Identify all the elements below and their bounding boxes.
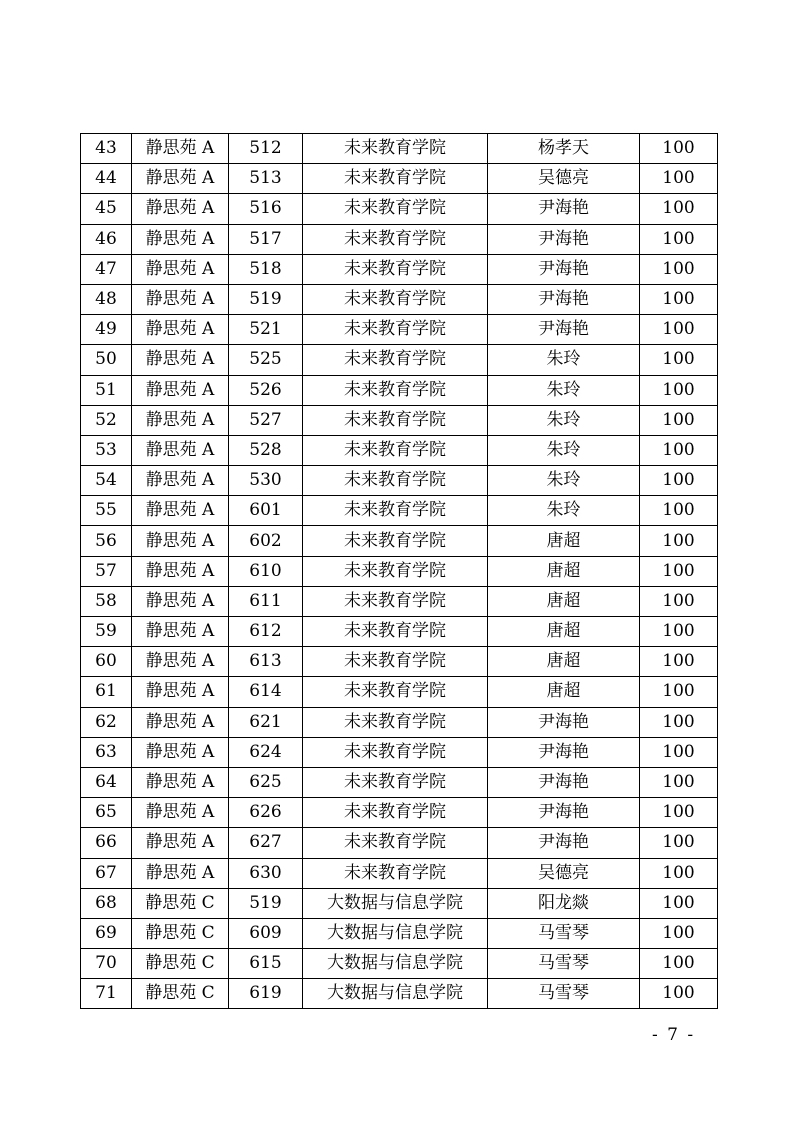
- score-cell: 100: [640, 617, 718, 647]
- college-cell: 未来教育学院: [303, 647, 488, 677]
- college-cell: 未来教育学院: [303, 284, 488, 314]
- table-row: [81, 405, 718, 435]
- score-cell: 100: [640, 526, 718, 556]
- room-number-cell: 602: [229, 526, 303, 556]
- row-index-cell: 43: [81, 134, 132, 164]
- building-cell: 静思苑 A: [132, 858, 229, 888]
- row-index-cell: 56: [81, 526, 132, 556]
- person-name-cell: 唐超: [488, 586, 640, 616]
- row-index-cell: 64: [81, 767, 132, 797]
- score-cell: 100: [640, 858, 718, 888]
- row-index-cell: 66: [81, 828, 132, 858]
- college-cell: 未来教育学院: [303, 435, 488, 465]
- college-cell: 未来教育学院: [303, 737, 488, 767]
- score-cell: 100: [640, 647, 718, 677]
- room-number-cell: 621: [229, 707, 303, 737]
- table-row: [81, 767, 718, 797]
- college-cell: 未来教育学院: [303, 224, 488, 254]
- score-cell: 100: [640, 315, 718, 345]
- room-number-cell: 619: [229, 979, 303, 1009]
- building-cell: 静思苑 A: [132, 345, 229, 375]
- room-number-cell: 624: [229, 737, 303, 767]
- building-cell: 静思苑 A: [132, 466, 229, 496]
- score-cell: 100: [640, 405, 718, 435]
- college-cell: 大数据与信息学院: [303, 888, 488, 918]
- building-cell: 静思苑 A: [132, 194, 229, 224]
- college-cell: 未来教育学院: [303, 345, 488, 375]
- building-cell: 静思苑 A: [132, 496, 229, 526]
- score-cell: 100: [640, 254, 718, 284]
- table-row: [81, 164, 718, 194]
- college-cell: 未来教育学院: [303, 798, 488, 828]
- score-cell: 100: [640, 556, 718, 586]
- room-number-cell: 615: [229, 949, 303, 979]
- college-cell: 未来教育学院: [303, 405, 488, 435]
- room-number-cell: 519: [229, 284, 303, 314]
- page-number: - 7 -: [652, 1025, 696, 1045]
- room-number-cell: 626: [229, 798, 303, 828]
- table-row: [81, 466, 718, 496]
- person-name-cell: 尹海艳: [488, 798, 640, 828]
- row-index-cell: 47: [81, 254, 132, 284]
- row-index-cell: 67: [81, 858, 132, 888]
- building-cell: 静思苑 A: [132, 435, 229, 465]
- person-name-cell: 尹海艳: [488, 194, 640, 224]
- room-number-cell: 521: [229, 315, 303, 345]
- person-name-cell: 吴德亮: [488, 164, 640, 194]
- table-row: [81, 949, 718, 979]
- person-name-cell: 马雪琴: [488, 979, 640, 1009]
- room-number-cell: 530: [229, 466, 303, 496]
- college-cell: 未来教育学院: [303, 496, 488, 526]
- person-name-cell: 尹海艳: [488, 254, 640, 284]
- room-number-cell: 513: [229, 164, 303, 194]
- building-cell: 静思苑 A: [132, 254, 229, 284]
- room-number-cell: 630: [229, 858, 303, 888]
- table-row: [81, 345, 718, 375]
- college-cell: 未来教育学院: [303, 134, 488, 164]
- person-name-cell: 朱玲: [488, 466, 640, 496]
- room-number-cell: 525: [229, 345, 303, 375]
- building-cell: 静思苑 A: [132, 677, 229, 707]
- building-cell: 静思苑 C: [132, 979, 229, 1009]
- person-name-cell: 马雪琴: [488, 949, 640, 979]
- row-index-cell: 46: [81, 224, 132, 254]
- college-cell: 未来教育学院: [303, 526, 488, 556]
- person-name-cell: 吴德亮: [488, 858, 640, 888]
- dormitory-score-table: [80, 133, 718, 1009]
- row-index-cell: 62: [81, 707, 132, 737]
- row-index-cell: 57: [81, 556, 132, 586]
- room-number-cell: 526: [229, 375, 303, 405]
- score-cell: 100: [640, 949, 718, 979]
- person-name-cell: 朱玲: [488, 405, 640, 435]
- room-number-cell: 517: [229, 224, 303, 254]
- row-index-cell: 63: [81, 737, 132, 767]
- row-index-cell: 53: [81, 435, 132, 465]
- room-number-cell: 613: [229, 647, 303, 677]
- score-cell: 100: [640, 375, 718, 405]
- building-cell: 静思苑 C: [132, 949, 229, 979]
- room-number-cell: 527: [229, 405, 303, 435]
- score-cell: 100: [640, 284, 718, 314]
- score-cell: 100: [640, 586, 718, 616]
- college-cell: 未来教育学院: [303, 707, 488, 737]
- college-cell: 未来教育学院: [303, 164, 488, 194]
- building-cell: 静思苑 A: [132, 767, 229, 797]
- person-name-cell: 朱玲: [488, 375, 640, 405]
- college-cell: 未来教育学院: [303, 254, 488, 284]
- row-index-cell: 70: [81, 949, 132, 979]
- score-cell: 100: [640, 224, 718, 254]
- college-cell: 未来教育学院: [303, 586, 488, 616]
- table-row: [81, 254, 718, 284]
- table-row: [81, 828, 718, 858]
- college-cell: 大数据与信息学院: [303, 979, 488, 1009]
- person-name-cell: 唐超: [488, 556, 640, 586]
- row-index-cell: 60: [81, 647, 132, 677]
- table-row: [81, 858, 718, 888]
- person-name-cell: 尹海艳: [488, 224, 640, 254]
- college-cell: 未来教育学院: [303, 466, 488, 496]
- person-name-cell: 尹海艳: [488, 828, 640, 858]
- room-number-cell: 625: [229, 767, 303, 797]
- score-cell: 100: [640, 918, 718, 948]
- score-cell: 100: [640, 737, 718, 767]
- room-number-cell: 601: [229, 496, 303, 526]
- room-number-cell: 610: [229, 556, 303, 586]
- college-cell: 未来教育学院: [303, 315, 488, 345]
- table-body: [81, 134, 718, 1009]
- building-cell: 静思苑 A: [132, 586, 229, 616]
- building-cell: 静思苑 A: [132, 405, 229, 435]
- building-cell: 静思苑 A: [132, 526, 229, 556]
- college-cell: 未来教育学院: [303, 194, 488, 224]
- table-row: [81, 375, 718, 405]
- person-name-cell: 尹海艳: [488, 737, 640, 767]
- row-index-cell: 44: [81, 164, 132, 194]
- row-index-cell: 49: [81, 315, 132, 345]
- table-row: [81, 134, 718, 164]
- building-cell: 静思苑 A: [132, 315, 229, 345]
- person-name-cell: 唐超: [488, 647, 640, 677]
- score-cell: 100: [640, 466, 718, 496]
- table-row: [81, 224, 718, 254]
- room-number-cell: 518: [229, 254, 303, 284]
- table-row: [81, 647, 718, 677]
- college-cell: 未来教育学院: [303, 858, 488, 888]
- person-name-cell: 杨孝天: [488, 134, 640, 164]
- person-name-cell: 朱玲: [488, 435, 640, 465]
- table-row: [81, 586, 718, 616]
- score-cell: 100: [640, 677, 718, 707]
- person-name-cell: 尹海艳: [488, 284, 640, 314]
- building-cell: 静思苑 C: [132, 918, 229, 948]
- person-name-cell: 尹海艳: [488, 707, 640, 737]
- building-cell: 静思苑 A: [132, 284, 229, 314]
- table-row: [81, 918, 718, 948]
- college-cell: 未来教育学院: [303, 617, 488, 647]
- score-cell: 100: [640, 496, 718, 526]
- row-index-cell: 50: [81, 345, 132, 375]
- table-row: [81, 979, 718, 1009]
- building-cell: 静思苑 C: [132, 888, 229, 918]
- college-cell: 大数据与信息学院: [303, 918, 488, 948]
- score-cell: 100: [640, 435, 718, 465]
- building-cell: 静思苑 A: [132, 224, 229, 254]
- person-name-cell: 尹海艳: [488, 767, 640, 797]
- building-cell: 静思苑 A: [132, 737, 229, 767]
- score-cell: 100: [640, 134, 718, 164]
- row-index-cell: 69: [81, 918, 132, 948]
- building-cell: 静思苑 A: [132, 707, 229, 737]
- table-row: [81, 194, 718, 224]
- person-name-cell: 朱玲: [488, 345, 640, 375]
- table-row: [81, 617, 718, 647]
- table-row: [81, 707, 718, 737]
- building-cell: 静思苑 A: [132, 828, 229, 858]
- room-number-cell: 612: [229, 617, 303, 647]
- room-number-cell: 516: [229, 194, 303, 224]
- building-cell: 静思苑 A: [132, 556, 229, 586]
- person-name-cell: 阳龙燚: [488, 888, 640, 918]
- building-cell: 静思苑 A: [132, 375, 229, 405]
- room-number-cell: 519: [229, 888, 303, 918]
- row-index-cell: 45: [81, 194, 132, 224]
- score-cell: 100: [640, 345, 718, 375]
- row-index-cell: 65: [81, 798, 132, 828]
- building-cell: 静思苑 A: [132, 647, 229, 677]
- room-number-cell: 609: [229, 918, 303, 948]
- person-name-cell: 朱玲: [488, 496, 640, 526]
- row-index-cell: 68: [81, 888, 132, 918]
- table-row: [81, 888, 718, 918]
- score-cell: 100: [640, 194, 718, 224]
- college-cell: 大数据与信息学院: [303, 949, 488, 979]
- row-index-cell: 71: [81, 979, 132, 1009]
- person-name-cell: 唐超: [488, 526, 640, 556]
- table-row: [81, 435, 718, 465]
- table-row: [81, 315, 718, 345]
- score-cell: 100: [640, 888, 718, 918]
- college-cell: 未来教育学院: [303, 677, 488, 707]
- room-number-cell: 611: [229, 586, 303, 616]
- score-cell: 100: [640, 798, 718, 828]
- person-name-cell: 尹海艳: [488, 315, 640, 345]
- room-number-cell: 512: [229, 134, 303, 164]
- row-index-cell: 61: [81, 677, 132, 707]
- person-name-cell: 唐超: [488, 617, 640, 647]
- college-cell: 未来教育学院: [303, 767, 488, 797]
- row-index-cell: 51: [81, 375, 132, 405]
- table-row: [81, 737, 718, 767]
- college-cell: 未来教育学院: [303, 556, 488, 586]
- college-cell: 未来教育学院: [303, 828, 488, 858]
- table-row: [81, 526, 718, 556]
- score-cell: 100: [640, 707, 718, 737]
- building-cell: 静思苑 A: [132, 798, 229, 828]
- building-cell: 静思苑 A: [132, 134, 229, 164]
- table-row: [81, 284, 718, 314]
- row-index-cell: 48: [81, 284, 132, 314]
- room-number-cell: 627: [229, 828, 303, 858]
- person-name-cell: 马雪琴: [488, 918, 640, 948]
- table-row: [81, 496, 718, 526]
- table-row: [81, 677, 718, 707]
- building-cell: 静思苑 A: [132, 164, 229, 194]
- score-cell: 100: [640, 979, 718, 1009]
- table-row: [81, 556, 718, 586]
- score-cell: 100: [640, 164, 718, 194]
- college-cell: 未来教育学院: [303, 375, 488, 405]
- row-index-cell: 58: [81, 586, 132, 616]
- row-index-cell: 59: [81, 617, 132, 647]
- table-row: [81, 798, 718, 828]
- score-cell: 100: [640, 767, 718, 797]
- room-number-cell: 614: [229, 677, 303, 707]
- row-index-cell: 54: [81, 466, 132, 496]
- person-name-cell: 唐超: [488, 677, 640, 707]
- score-cell: 100: [640, 828, 718, 858]
- row-index-cell: 55: [81, 496, 132, 526]
- building-cell: 静思苑 A: [132, 617, 229, 647]
- row-index-cell: 52: [81, 405, 132, 435]
- room-number-cell: 528: [229, 435, 303, 465]
